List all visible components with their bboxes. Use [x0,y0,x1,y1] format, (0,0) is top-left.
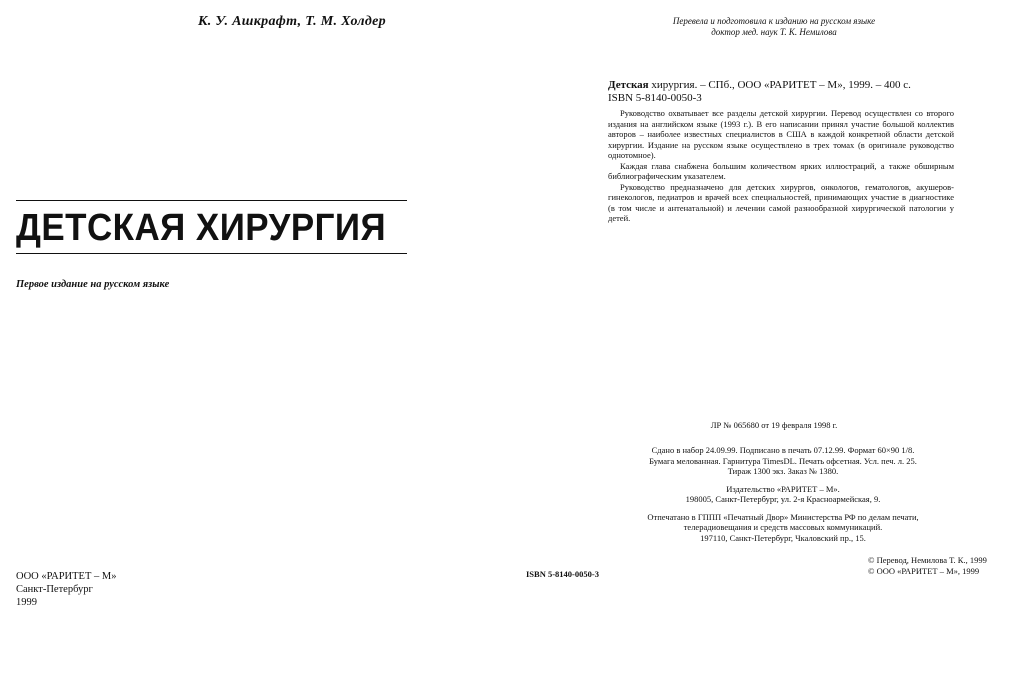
printer-line: телерадиовещания и средств массовых коммуникаций. [683,522,883,532]
title-top-rule [16,200,407,201]
print-details-line: Сдано в набор 24.09.99. Подписано в печать 07.12.99. Формат 60×90 1/8. [651,445,915,455]
catalog-isbn: ISBN 5-8140-0050-3 [608,92,702,104]
abstract [608,108,954,224]
publisher-address: 198005, Санкт-Петербург, ул. 2-я Красноармейская, 9. [685,494,881,504]
isbn-footer: ISBN 5-8140-0050-3 [526,569,599,579]
translator-line-2: доктор мед. наук Т. К. Немилова [711,27,837,37]
title-bottom-rule [16,253,407,254]
catalog-title: Детская [608,79,649,91]
publisher-line: Издательство «РАРИТЕТ – М». [726,483,840,494]
imprint-block [610,438,956,543]
printer-line: Отпечатано в ГППП «Печатный Двор» Министерства РФ по делам печати, [647,511,919,522]
right-page [516,0,1032,674]
authors: К. У. Ашкрафт, Т. М. Холдер [198,14,386,29]
print-details-line: Бумага мелованная. Гарнитура TimesDL. Печать офсетная. Усл. печ. л. 25. [649,455,917,466]
copyright-line: © ООО «РАРИТЕТ – М», 1999 [868,565,980,576]
print-details-line: Тираж 1300 экз. Заказ № 1380. [727,466,839,476]
abstract-paragraph: Руководство охватывает все разделы детской хирургии. Перевод осуществлен со второго издания на английском языке (1993 г.). В его написании принял участие большой коллектив авторов – наиболее известных специалистов в США в каждой конкретной области детской хирургии. Издание на русском языке осуществлено в трех томах (в оригинале руководство однотомное). [608,108,954,160]
abstract-paragraph: Каждая глава снабжена большим количеством ярких иллюстраций, а также обширным библиографическим указателем. [608,160,954,181]
publisher-city: Санкт-Петербург [16,584,93,595]
copyright-line: © Перевод, Немилова Т. К., 1999 [868,555,987,565]
translator-credit [516,16,1032,38]
printer-address: 197110, Санкт-Петербург, Чкаловский пр., 15. [700,532,866,543]
publisher-block [16,570,116,609]
license-number: ЛР № 065680 от 19 февраля 1998 г. [710,420,838,430]
copyright-block [868,555,987,576]
abstract-paragraph: Руководство предназначено для детских хирургов, онкологов, гематологов, акушеров-гинекологов, педиатров и врачей всех специальностей, принимающих участие в диагностике (в том числе и антенатальной) и лечении самой разнообразной хирургической патологии у детей. [608,181,954,223]
publisher-name: ООО «РАРИТЕТ – М» [16,571,117,582]
publication-year: 1999 [16,597,37,608]
book-title: ДЕТСКАЯ ХИРУРГИЯ [16,207,387,249]
catalog-details: хирургия. – СПб., ООО «РАРИТЕТ – М», 1999. – 400 с. [648,79,911,91]
translator-line-1: Перевела и подготовила к изданию на русском языке [672,16,876,26]
edition-note: Первое издание на русском языке [16,279,170,290]
catalog-entry [608,79,911,105]
